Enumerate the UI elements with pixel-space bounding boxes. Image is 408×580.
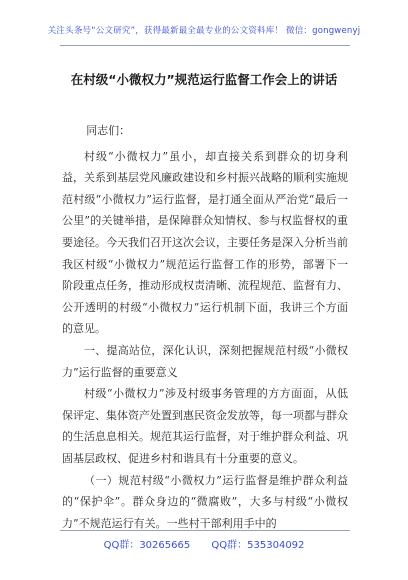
body-paragraph: 村级“小微权力”涉及村级事务管理的方方面面，从低保评定、集体资产处置到惠民资金发放等，每一项都与群众的生活息息相关。规范其运行监督，对于维护群众利益、巩固基层政权、促进乡村和谐具有十分重要的意义。 — [62, 387, 348, 465]
header-divider — [60, 45, 350, 46]
section-heading: 一、提高站位，深化认识，深刻把握规范村级“小微权力”运行监督的重要意义 — [62, 343, 348, 379]
document-body — [62, 120, 348, 534]
footer — [0, 536, 408, 551]
document-title: 在村级“小微权力”规范运行监督工作会上的讲话 — [70, 72, 338, 87]
subsection-paragraph: （一）规范村级“小微权力”运行监督是维护群众利益的“保护伞”。群众身边的“微腐败”，大多与村级“小微权力”不规范运行有关。一些村干部利用手中的 — [62, 473, 348, 530]
salutation: 同志们： — [86, 124, 131, 137]
footer-qq-group-2: QQ群：535304092 — [211, 540, 305, 551]
footer-divider — [60, 530, 350, 531]
footer-qq-group-1: QQ群：30265665 — [103, 540, 191, 551]
header-banner: 关注头条号“公文研究”，获得最新最全最专业的公文资料库！ 微信：gongwenyj — [47, 26, 361, 36]
body-paragraph: 村级“小微权力”虽小，却直接关系到群众的切身利益，关系到基层党风廉政建设和乡村振兴战略的顺利实施规范村级“小微权力”运行监督，是打通全面从严治党“最后一公里”的关键举措，是保障群众知情权、参与权监督权的重要途径。今天我们召开这次会议，主要任务是深入分析当前我区村级“小微权力”规范运行监督工作的形势，部署下一阶段重点任务，推动形成权责清晰、流程规范、监督有力、公开透明的村级“小微权力”运行机制下面，我讲三个方面的意见。 — [62, 149, 348, 336]
